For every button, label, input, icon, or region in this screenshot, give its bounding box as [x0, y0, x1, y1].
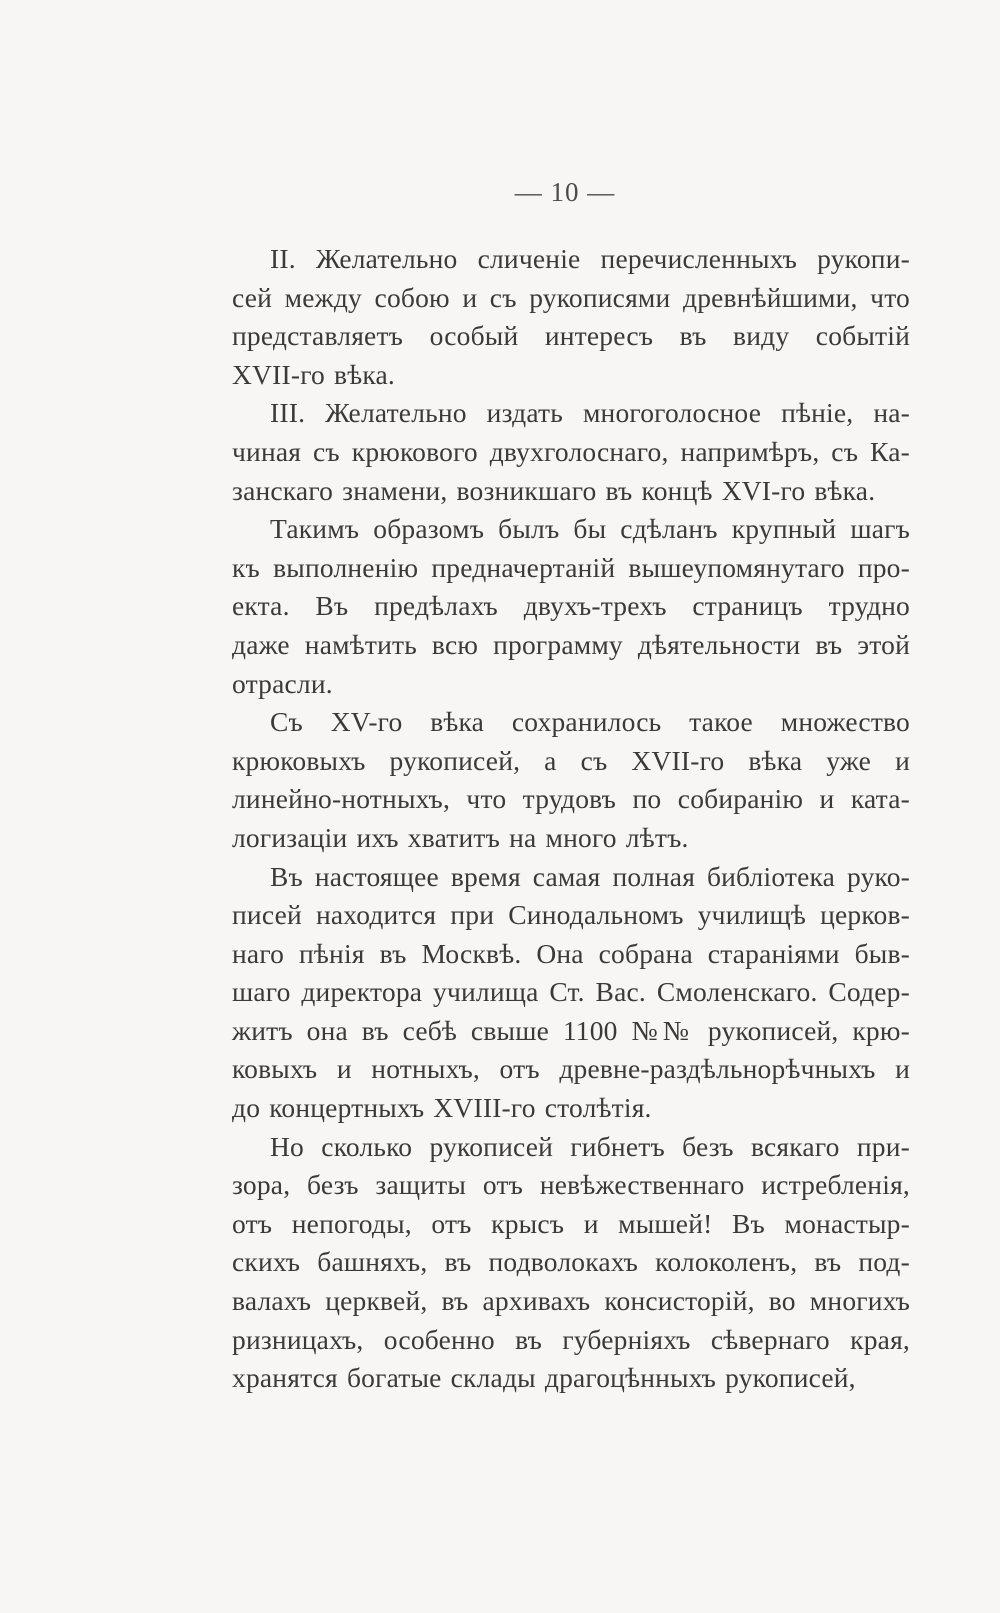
- text-line: Но сколько рукописей гибнетъ безъ всякаго при-: [270, 1130, 910, 1162]
- paragraph: [232, 858, 910, 1128]
- text-line: крюковыхъ рукописей, а съ XVII-го вѣка уже и: [232, 744, 910, 776]
- text-line: наго пѣнія въ Москвѣ. Она собрана стараніями быв-: [232, 937, 910, 969]
- text-line: Въ настоящее время самая полная библіотека руко-: [270, 860, 910, 892]
- text-line: отрасли.: [232, 667, 333, 699]
- text-line: сей между собою и съ рукописями древнѣйшими, что: [232, 281, 910, 313]
- text-line: III. Желательно издать многоголосное пѣніе, на-: [270, 397, 910, 429]
- text-line: Такимъ образомъ былъ бы сдѣланъ крупный шагъ: [270, 513, 910, 545]
- text-line: шаго директора училища Ст. Вас. Смоленскаго. Содер-: [232, 976, 910, 1008]
- text-line: екта. Въ предѣлахъ двухъ-трехъ страницъ трудно: [232, 590, 910, 622]
- text-line: писей находится при Синодальномъ училищѣ церков-: [232, 899, 910, 931]
- text-line: даже намѣтить всю программу дѣятельности въ этой: [232, 628, 910, 660]
- paragraph: [232, 510, 910, 703]
- text-line: XVII-го вѣка.: [232, 358, 395, 390]
- text-line: къ выполненію предначертаній вышеупомянутаго про-: [232, 551, 910, 583]
- paragraph: [232, 703, 910, 857]
- text-line: ковыхъ и нотныхъ, отъ древне-раздѣльнорѣчныхъ и: [232, 1053, 910, 1085]
- page-number: — 10 —: [514, 177, 616, 207]
- paragraph: [232, 1128, 910, 1398]
- text-line: линейно-нотныхъ, что трудовъ по собиранію и ката-: [232, 783, 910, 815]
- body-text: [232, 240, 910, 1398]
- text-line: занскаго знамени, возникшаго въ концѣ XVI-го вѣка.: [232, 474, 876, 506]
- text-line: отъ непогоды, отъ крысъ и мышей! Въ монастыр-: [232, 1207, 910, 1239]
- text-line: чиная съ крюкового двухголоснаго, напримѣръ, съ Ка-: [232, 435, 910, 467]
- text-line: до концертныхъ XVIII-го столѣтія.: [232, 1092, 652, 1124]
- text-line: ризницахъ, особенно въ губерніяхъ сѣвернаго края,: [232, 1323, 910, 1355]
- paragraph: [232, 240, 910, 394]
- text-line: скихъ башняхъ, въ подволокахъ колоколенъ, въ под-: [232, 1246, 910, 1278]
- text-line: валахъ церквей, въ архивахъ консисторій, во многихъ: [232, 1285, 910, 1317]
- text-line: житъ она въ себѣ свыше 1100 №№ рукописей, крю-: [232, 1014, 910, 1046]
- text-line: зора, безъ защиты отъ невѣжественнаго истребленія,: [232, 1169, 910, 1201]
- text-line: II. Желательно сличеніе перечисленныхъ рукопи-: [270, 243, 910, 274]
- paragraph: [232, 394, 910, 510]
- text-line: Съ XV-го вѣка сохранилось такое множество: [270, 706, 910, 738]
- text-line: логизаціи ихъ хватитъ на много лѣтъ.: [232, 821, 689, 853]
- text-line: хранятся богатые склады драгоцѣнныхъ рукописей,: [232, 1362, 856, 1394]
- text-line: представляетъ особый интересъ въ виду событій: [232, 320, 910, 352]
